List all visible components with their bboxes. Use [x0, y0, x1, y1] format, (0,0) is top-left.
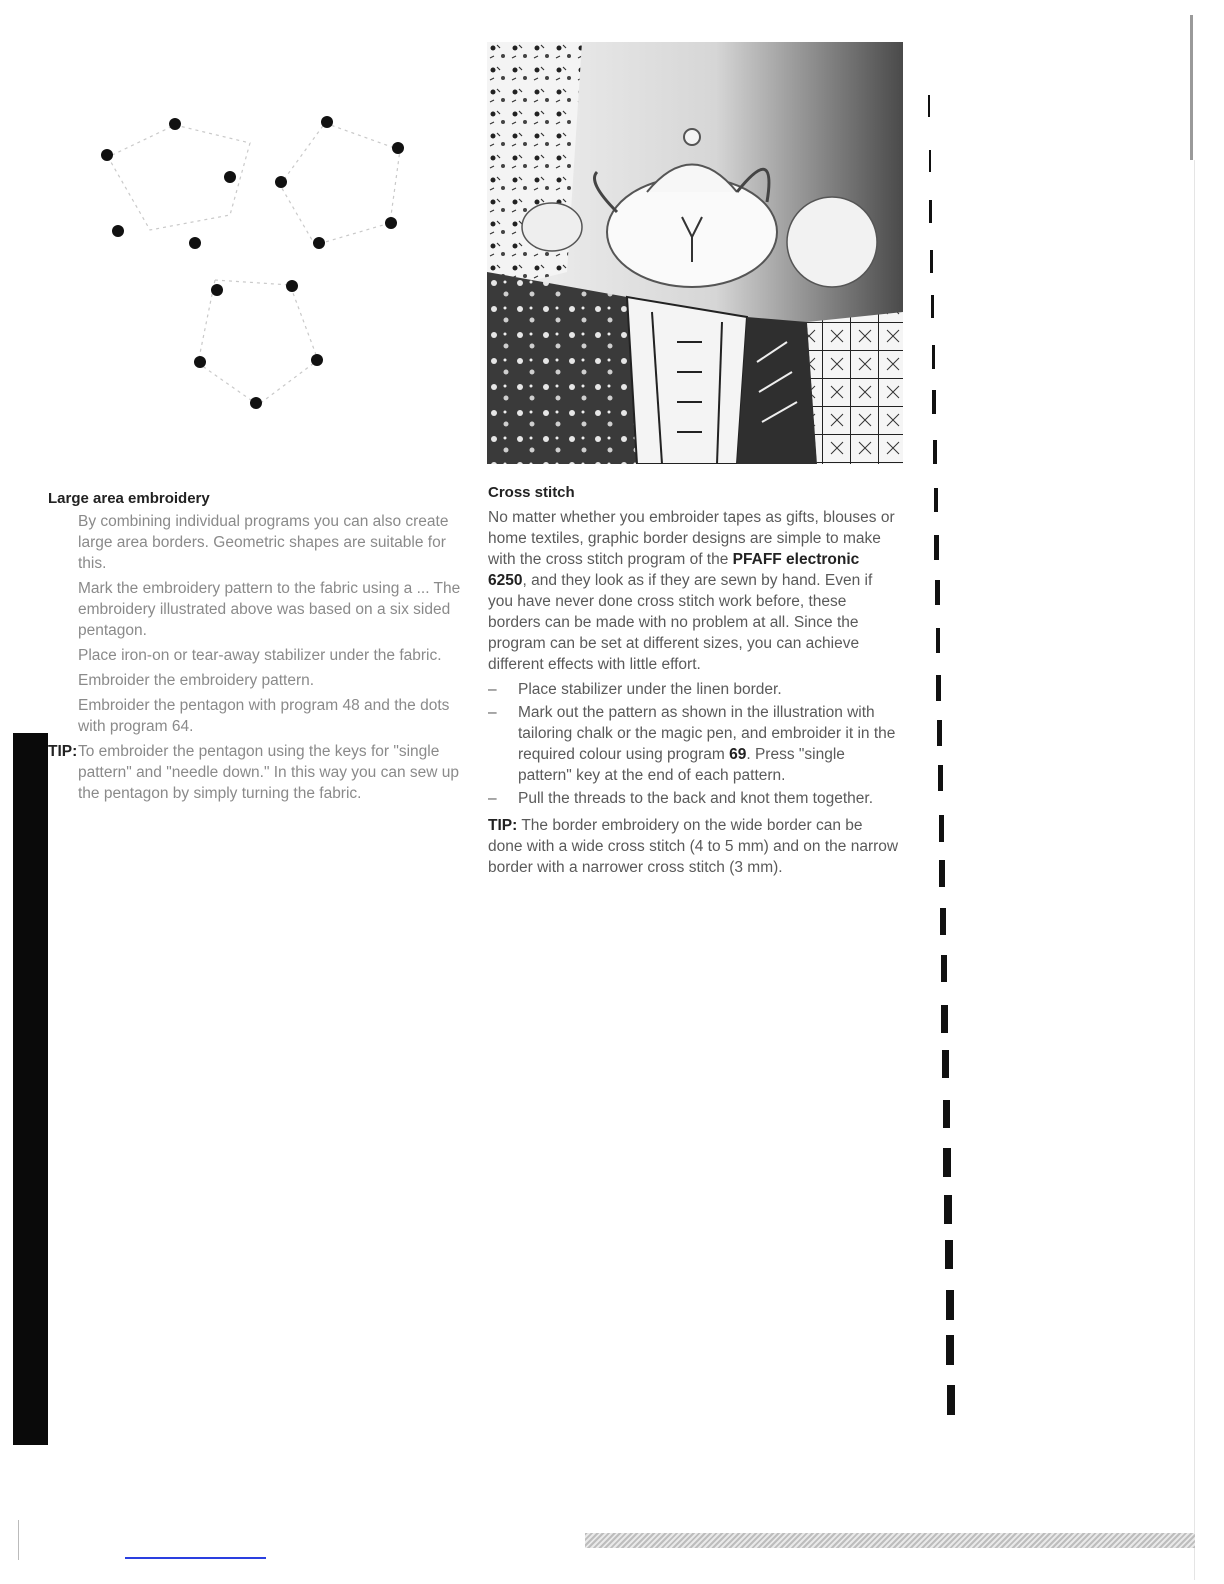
binding-mark: [928, 95, 930, 117]
list-dash: –: [488, 681, 497, 698]
bottom-gray-strip: [585, 1533, 1195, 1548]
tip-text: To embroider the pentagon using the keys for "single pattern" and "needle down." In this way you can sew up the pentagon by simply turning the fabric.: [78, 743, 459, 802]
embroidery-dot: [112, 225, 124, 237]
cross-stitch-section: [488, 484, 900, 882]
binding-mark: [934, 535, 938, 560]
section-heading: Cross stitch: [488, 484, 575, 501]
embroidery-dot: [224, 171, 236, 183]
tip-label: TIP:: [48, 743, 78, 760]
tip-text: The border embroidery on the wide border can be done with a wide cross stitch (4 to 5 mm) and on the narrow border with a narrower cross stitch (3 mm).: [488, 817, 899, 876]
binding-mark: [941, 1005, 948, 1033]
binding-mark: [940, 908, 946, 935]
page-edge-faint: [1194, 160, 1195, 1580]
paragraph: By combining individual programs you can also create large area borders. Geometric shapes are suitable for this.: [78, 513, 449, 572]
tip-note: [488, 815, 900, 878]
embroidery-dot: [211, 284, 223, 296]
embroidery-dot: [385, 217, 397, 229]
embroidery-dot: [275, 176, 287, 188]
list-text-part: . Press "single pattern" key at the end of each pattern.: [518, 746, 845, 784]
scan-tick: [18, 1520, 19, 1560]
binding-mark: [932, 345, 935, 369]
page-edge-line: [1190, 15, 1193, 160]
binding-mark: [936, 675, 941, 701]
intro-paragraph: [488, 507, 900, 675]
paragraph: Mark the embroidery pattern to the fabric using a ... The embroidery illustrated above was based on a six sided pentagon.: [78, 580, 461, 639]
list-item: [488, 788, 900, 809]
pentagon-outline: [198, 280, 318, 405]
brand-name: PFAFF electronic 6250: [488, 551, 860, 589]
binding-mark: [935, 580, 940, 605]
list-item: [488, 702, 900, 786]
list-text: Pull the threads to the back and knot them together.: [518, 790, 874, 807]
paragraph: Embroider the embroidery pattern.: [78, 672, 315, 689]
binding-mark: [943, 1148, 951, 1177]
embroidery-dot: [194, 356, 206, 368]
list-text: [518, 702, 900, 786]
binding-mark: [932, 390, 936, 414]
list-text-part: Mark out the pattern as shown in the illustration with tailoring chalk or the magic pen, and embroider it in the required colour using program: [518, 704, 896, 763]
list-dash: –: [488, 704, 497, 721]
bottom-blue-line: [125, 1557, 266, 1559]
intro-text: No matter whether you embroider tapes as gifts, blouses or home textiles, graphic border designs are simple to make with the cross stitch program of the: [488, 509, 895, 568]
tip-note: [48, 741, 468, 804]
embroidery-dot: [169, 118, 181, 130]
intro-text-cont: , and they look as if they are sewn by hand. Even if you have never done cross stitch work before, these borders can be made with no problem at all. Since the program can be set at different sizes, you can achieve different effects with little effort.: [488, 572, 873, 673]
program-number: 69: [729, 746, 747, 763]
binding-mark: [945, 1240, 953, 1269]
binding-mark: [946, 1290, 954, 1320]
embroidery-dot: [189, 237, 201, 249]
paragraph: Embroider the pentagon with program 48 and the dots with program 64.: [78, 697, 450, 735]
section-heading: Large area embroidery: [48, 490, 210, 507]
tip-label: TIP:: [488, 817, 518, 834]
binding-mark: [929, 150, 931, 172]
binding-mark: [944, 1195, 952, 1224]
cross-stitch-photo: [487, 42, 903, 464]
binding-mark: [946, 1335, 954, 1365]
binding-mark: [934, 488, 938, 512]
binding-mark: [933, 440, 937, 464]
embroidery-dot: [250, 397, 262, 409]
binding-mark: [930, 250, 933, 273]
pentagon-embroidery-diagram: [80, 85, 460, 445]
embroidery-dot: [286, 280, 298, 292]
binding-mark: [929, 200, 932, 223]
binding-mark: [937, 720, 942, 746]
list-text: Place stabilizer under the linen border.: [518, 681, 782, 698]
embroidery-dot: [101, 149, 113, 161]
binding-mark: [931, 295, 934, 318]
binding-mark: [943, 1100, 950, 1128]
pentagon-outline: [280, 123, 400, 245]
binding-mark: [939, 860, 945, 887]
binding-mark: [941, 955, 948, 982]
embroidery-dot: [392, 142, 404, 154]
embroidery-dot: [311, 354, 323, 366]
binding-mark: [942, 1050, 949, 1078]
binding-mark: [939, 815, 945, 842]
paragraph: Place iron-on or tear-away stabilizer under the fabric.: [78, 647, 442, 664]
list-dash: –: [488, 790, 497, 807]
binding-mark: [936, 628, 941, 653]
binding-bar: [13, 733, 48, 1445]
binding-mark: [947, 1385, 955, 1415]
embroidery-dot: [313, 237, 325, 249]
binding-mark: [938, 765, 944, 791]
large-area-embroidery-section: [48, 490, 468, 806]
embroidery-dot: [321, 116, 333, 128]
list-item: [488, 679, 900, 700]
